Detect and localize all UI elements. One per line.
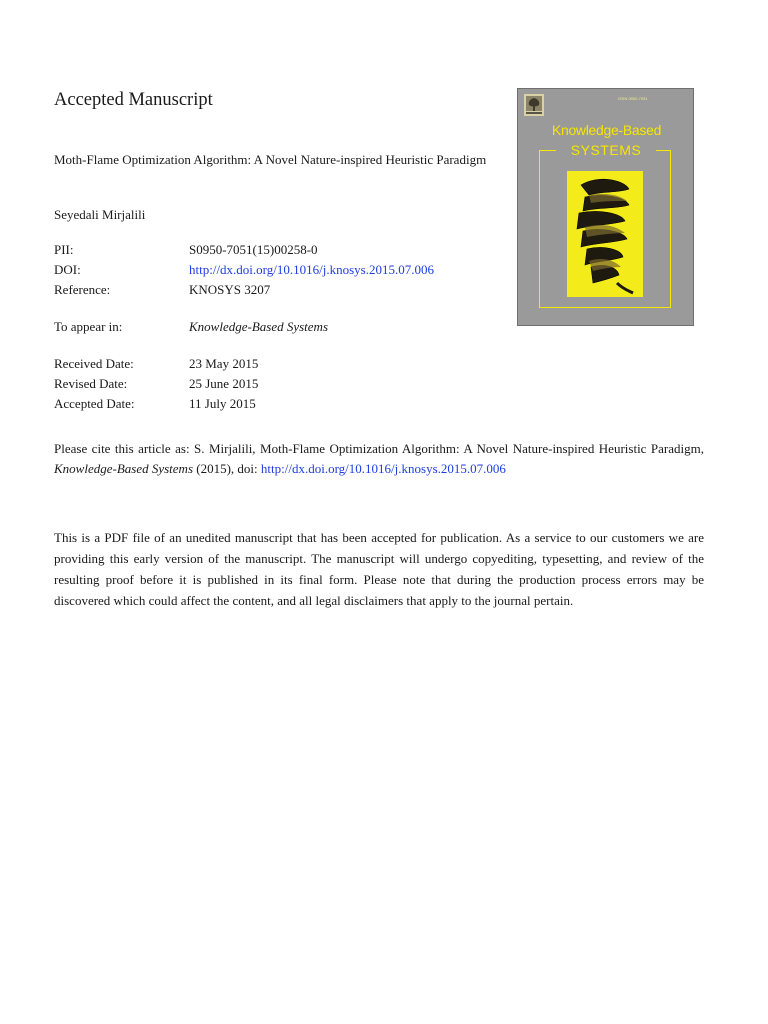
manuscript-notice: This is a PDF file of an unedited manuscript that has been accepted for publication. As a service to our customers we are providing this early version of the manuscript. The manuscript will undergo copyediting, typesetting, and review of the resulting proof before it is published in its final form. Please note that during the production process errors may be discovered which could affect the content, and all legal disclaimers that apply to the journal pertain. bbox=[54, 530, 704, 608]
journal-cover bbox=[517, 88, 694, 326]
pii-value: S0950-7051(15)00258-0 bbox=[189, 242, 318, 257]
revised-date-label: Revised Date: bbox=[54, 376, 128, 391]
appear-in-journal: Knowledge-Based Systems bbox=[189, 319, 329, 334]
article-title: Moth-Flame Optimization Algorithm: A Novel Nature-inspired Heuristic Paradigm bbox=[54, 152, 487, 167]
accepted-date-label: Accepted Date: bbox=[54, 396, 135, 411]
doi-link[interactable]: http://dx.doi.org/10.1016/j.knosys.2015.07.006 bbox=[189, 262, 434, 277]
cover-issn: ISSN 0950-7051 bbox=[618, 96, 648, 101]
citation-journal: Knowledge-Based Systems bbox=[54, 461, 194, 476]
revised-date-value: 25 June 2015 bbox=[189, 376, 259, 391]
received-date-value: 23 May 2015 bbox=[189, 356, 259, 371]
elsevier-tree-logo-icon bbox=[524, 94, 544, 116]
author-name: Seyedali Mirjalili bbox=[54, 207, 146, 222]
citation-middle: (2015), doi: bbox=[193, 461, 261, 476]
reference-value: KNOSYS 3207 bbox=[189, 282, 271, 297]
cover-journal-name-line2: SYSTEMS bbox=[556, 142, 656, 158]
received-date-label: Received Date: bbox=[54, 356, 134, 371]
cover-journal-name-line1: Knowledge-Based bbox=[551, 122, 662, 138]
doi-label: DOI: bbox=[54, 262, 81, 277]
citation-prefix: Please cite this article as: S. Mirjalili, Moth-Flame Optimization Algorithm: A Novel Nature-inspired Heuristic Paradigm, bbox=[54, 441, 704, 456]
citation-doi-link[interactable]: http://dx.doi.org/10.1016/j.knosys.2015.07.006 bbox=[260, 461, 506, 476]
spiral-ribbon-artwork-icon bbox=[567, 171, 643, 297]
citation-paragraph bbox=[54, 439, 704, 479]
appear-in-label: To appear in: bbox=[54, 319, 123, 334]
pii-label: PII: bbox=[54, 242, 74, 257]
reference-label: Reference: bbox=[54, 282, 111, 297]
page-heading: Accepted Manuscript bbox=[54, 90, 213, 110]
accepted-date-value: 11 July 2015 bbox=[189, 396, 256, 411]
